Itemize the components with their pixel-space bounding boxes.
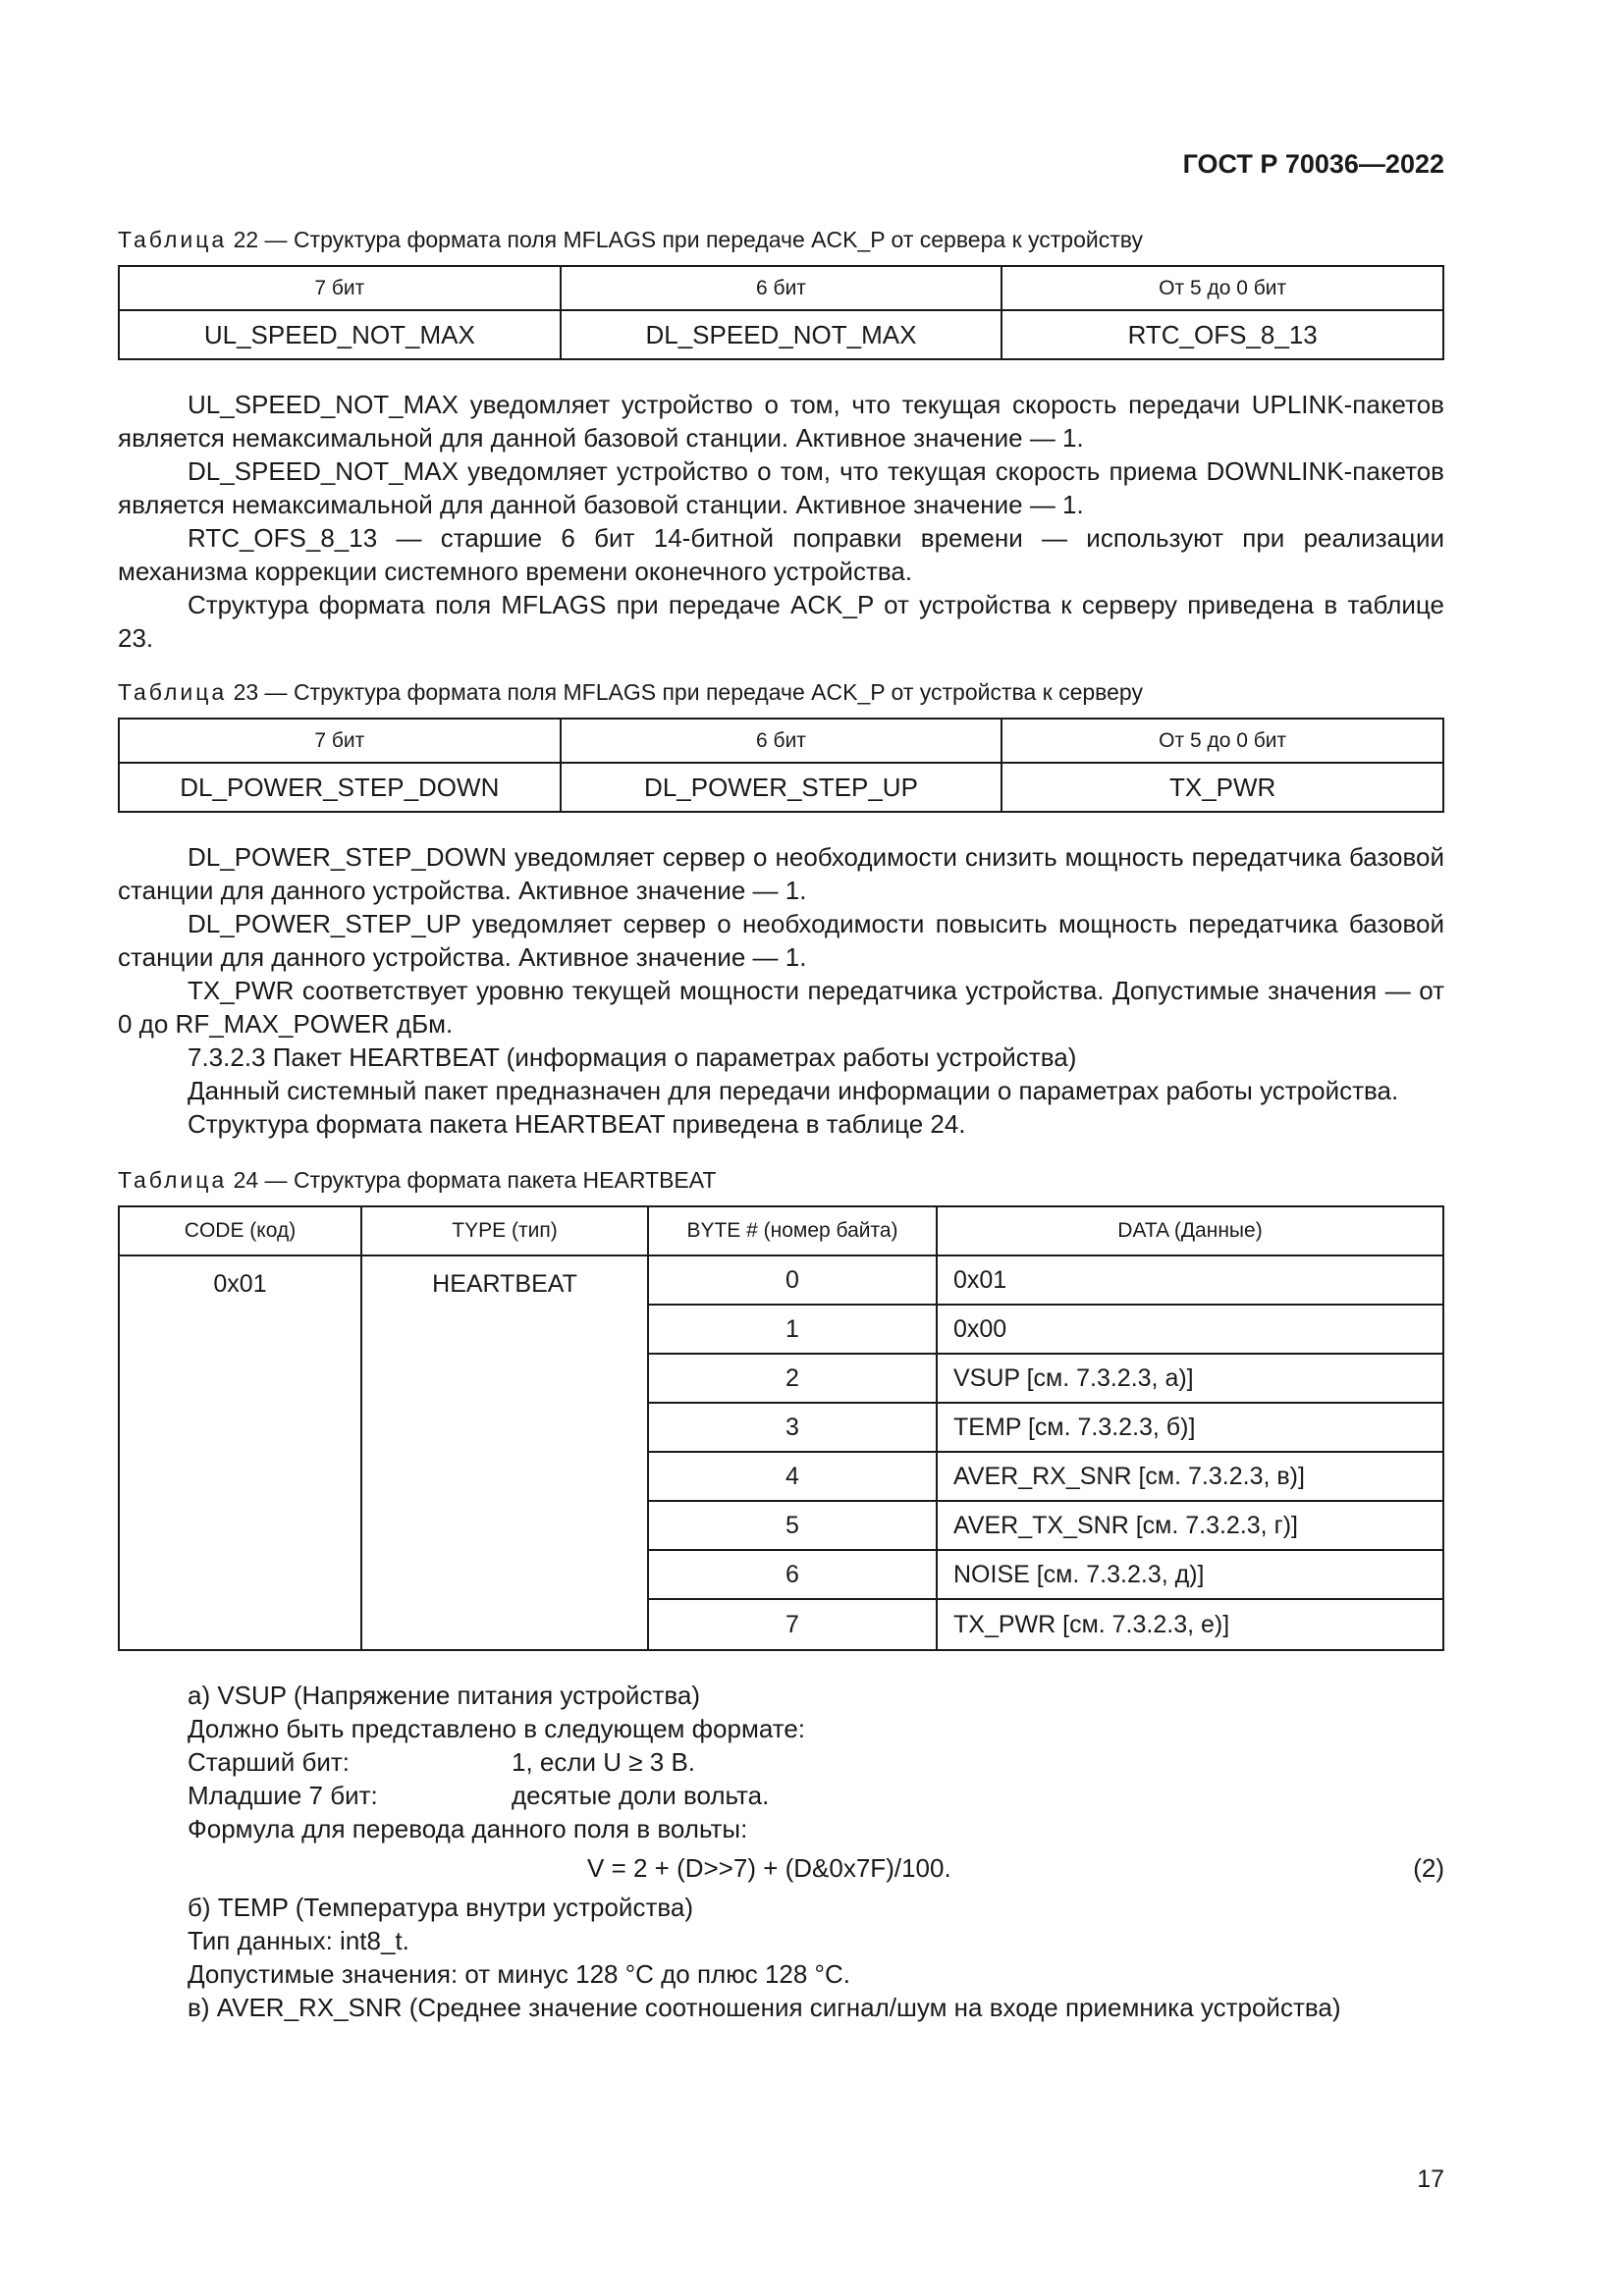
table24-byte-cell: 2 bbox=[648, 1354, 937, 1403]
table24-caption-label: Таблица bbox=[118, 1167, 228, 1193]
table22-value-cell: DL_SPEED_NOT_MAX bbox=[561, 310, 1002, 359]
vsup-lsb-label: Младшие 7 бит: bbox=[188, 1781, 378, 1810]
table24-header-row bbox=[119, 1206, 1443, 1255]
table22-header-row bbox=[119, 266, 1443, 310]
table23-caption-text: 23 — Структура формата поля MFLAGS при передаче ACK_P от устройства к серверу bbox=[227, 679, 1143, 705]
vsup-msb-value: 1, если U ≥ 3 В. bbox=[512, 1747, 696, 1777]
paragraph: DL_POWER_STEP_DOWN уведомляет сервер о необходимости снизить мощность передатчика базовой станции для данного устройства. Активное значение — 1. bbox=[118, 842, 1444, 905]
vsup-msb-row bbox=[118, 1745, 1444, 1779]
formula-row bbox=[118, 1845, 1444, 1891]
temp-type: Тип данных: int8_t. bbox=[188, 1926, 409, 1955]
table24-byte-cell: 5 bbox=[648, 1501, 937, 1550]
table24-row bbox=[119, 1255, 1443, 1305]
paragraph: UL_SPEED_NOT_MAX уведомляет устройство о том, что текущая скорость передачи UPLINK-пакетов является немаксимальной для данной базовой станции. Активное значение — 1. bbox=[118, 390, 1444, 453]
table24-data-cell: 0x00 bbox=[937, 1305, 1443, 1354]
table24-data-cell: VSUP [см. 7.3.2.3, а)] bbox=[937, 1354, 1443, 1403]
table22-value-cell: UL_SPEED_NOT_MAX bbox=[119, 310, 561, 359]
table24-data-cell: TX_PWR [см. 7.3.2.3, е)] bbox=[937, 1599, 1443, 1650]
table24-data-cell: NOISE [см. 7.3.2.3, д)] bbox=[937, 1550, 1443, 1599]
table24-header-cell: CODE (код) bbox=[119, 1206, 361, 1255]
temp-title: б) TEMP (Температура внутри устройства) bbox=[188, 1893, 693, 1922]
table24-byte-cell: 1 bbox=[648, 1305, 937, 1354]
table23-caption bbox=[118, 676, 1444, 708]
paragraph: RTC_OFS_8_13 — старшие 6 бит 14-битной поправки времени — используют при реализации механизма коррекции системного времени оконечного устройства. bbox=[118, 523, 1444, 586]
table23 bbox=[118, 718, 1444, 813]
table23-header-row bbox=[119, 719, 1443, 763]
table23-value-cell: TX_PWR bbox=[1001, 763, 1443, 812]
paragraph: DL_POWER_STEP_UP уведомляет сервер о необходимости повысить мощность передатчика базовой станции для данного устройства. Активное значение — 1. bbox=[118, 909, 1444, 972]
table22 bbox=[118, 265, 1444, 360]
table22-value-row bbox=[119, 310, 1443, 359]
paragraph: TX_PWR соответствует уровню текущей мощности передатчика устройства. Допустимые значения — от 0 до RF_MAX_POWER дБм. bbox=[118, 976, 1444, 1039]
paragraph: Данный системный пакет предназначен для передачи информации о параметрах работы устройства. bbox=[188, 1076, 1399, 1105]
table24 bbox=[118, 1205, 1444, 1651]
vsup-formula-intro: Формула для перевода данного поля в вольты: bbox=[188, 1814, 748, 1843]
table24-type-cell: HEARTBEAT bbox=[361, 1255, 648, 1650]
page-number: 17 bbox=[1417, 2165, 1444, 2193]
section-heading: 7.3.2.3 Пакет HEARTBEAT (информация о параметрах работы устройства) bbox=[188, 1042, 1077, 1072]
table24-byte-cell: 4 bbox=[648, 1452, 937, 1501]
table22-value-cell: RTC_OFS_8_13 bbox=[1001, 310, 1443, 359]
table24-code-cell: 0x01 bbox=[119, 1255, 361, 1650]
table24-header-cell: BYTE # (номер байта) bbox=[648, 1206, 937, 1255]
table24-header-cell: DATA (Данные) bbox=[937, 1206, 1443, 1255]
table24-byte-cell: 6 bbox=[648, 1550, 937, 1599]
formula-number: (2) bbox=[1413, 1853, 1444, 1883]
table22-caption bbox=[118, 224, 1444, 255]
table22-caption-label: Таблица bbox=[118, 227, 228, 252]
table22-header-cell: 7 бит bbox=[119, 266, 561, 310]
vsup-msb-label: Старший бит: bbox=[188, 1747, 350, 1777]
table24-data-cell: TEMP [см. 7.3.2.3, б)] bbox=[937, 1403, 1443, 1452]
formula: V = 2 + (D>>7) + (D&0x7F)/100. bbox=[587, 1853, 951, 1883]
vsup-lsb-row bbox=[118, 1779, 1444, 1812]
vsup-title: а) VSUP (Напряжение питания устройства) bbox=[188, 1681, 701, 1710]
table24-byte-cell: 7 bbox=[648, 1599, 937, 1650]
table24-data-cell: AVER_RX_SNR [см. 7.3.2.3, в)] bbox=[937, 1452, 1443, 1501]
temp-range: Допустимые значения: от минус 128 °С до плюс 128 °С. bbox=[188, 1959, 850, 1989]
paragraph: Структура формата пакета HEARTBEAT приведена в таблице 24. bbox=[188, 1109, 966, 1139]
table24-byte-cell: 0 bbox=[648, 1255, 937, 1305]
table23-caption-label: Таблица bbox=[118, 679, 228, 705]
standard-header: ГОСТ Р 70036—2022 bbox=[1182, 149, 1444, 179]
table23-value-row bbox=[119, 763, 1443, 812]
table22-header-cell: От 5 до 0 бит bbox=[1001, 266, 1443, 310]
table23-header-cell: От 5 до 0 бит bbox=[1001, 719, 1443, 763]
table24-data-cell: 0x01 bbox=[937, 1255, 1443, 1305]
table24-caption-text: 24 — Структура формата пакета HEARTBEAT bbox=[227, 1167, 717, 1193]
table24-byte-cell: 3 bbox=[648, 1403, 937, 1452]
table23-value-cell: DL_POWER_STEP_DOWN bbox=[119, 763, 561, 812]
paragraph: DL_SPEED_NOT_MAX уведомляет устройство о том, что текущая скорость приема DOWNLINK-пакетов является немаксимальной для данной базовой станции. Активное значение — 1. bbox=[118, 456, 1444, 519]
table23-header-cell: 7 бит bbox=[119, 719, 561, 763]
table23-value-cell: DL_POWER_STEP_UP bbox=[561, 763, 1002, 812]
vsup-format: Должно быть представлено в следующем формате: bbox=[188, 1714, 806, 1743]
table24-data-cell: AVER_TX_SNR [см. 7.3.2.3, г)] bbox=[937, 1501, 1443, 1550]
table22-header-cell: 6 бит bbox=[561, 266, 1002, 310]
table24-header-cell: TYPE (тип) bbox=[361, 1206, 648, 1255]
table24-caption bbox=[118, 1164, 1444, 1196]
table23-header-cell: 6 бит bbox=[561, 719, 1002, 763]
vsup-lsb-value: десятые доли вольта. bbox=[512, 1781, 770, 1810]
page-content bbox=[118, 224, 1444, 2024]
table22-caption-text: 22 — Структура формата поля MFLAGS при передаче ACK_P от сервера к устройству bbox=[227, 227, 1143, 252]
aver-rx-title: в) AVER_RX_SNR (Среднее значение соотношения сигнал/шум на входе приемника устройства) bbox=[188, 1993, 1341, 2022]
paragraph: Структура формата поля MFLAGS при передаче ACK_P от устройства к серверу приведена в таблице 23. bbox=[118, 590, 1444, 653]
